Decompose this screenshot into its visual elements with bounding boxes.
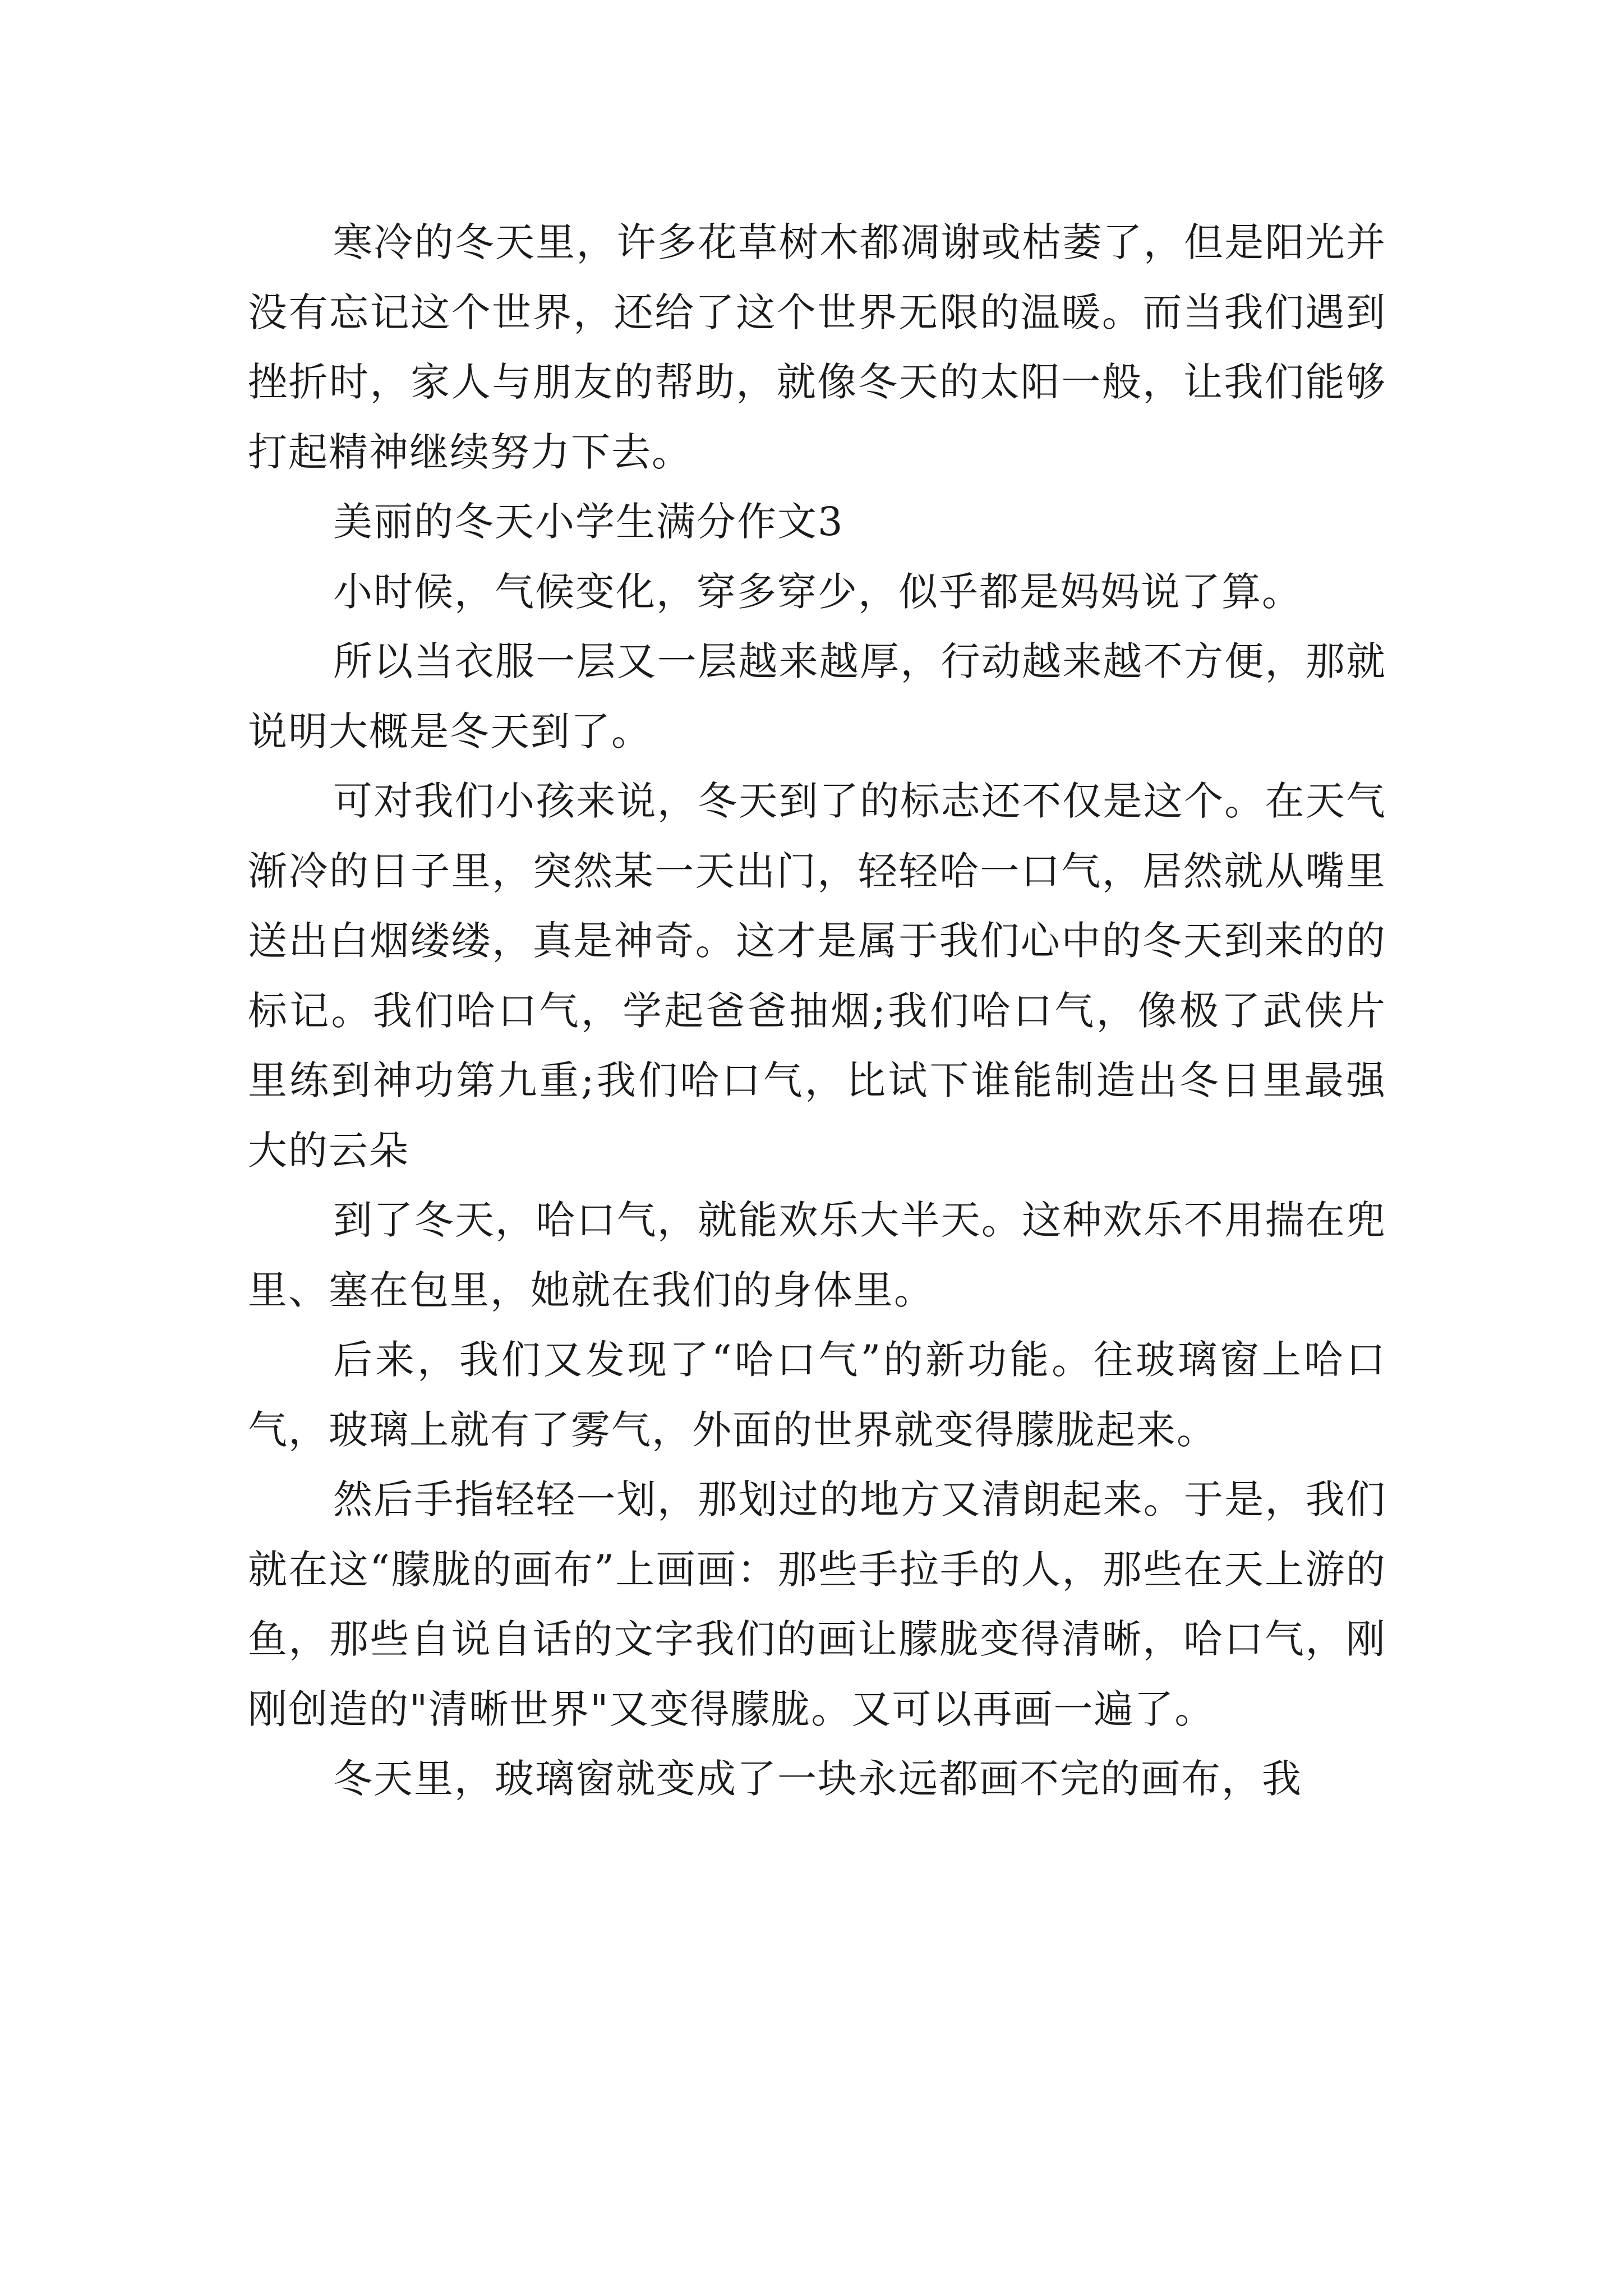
essay-title-3: 美丽的冬天小学生满分作文3 xyxy=(333,499,844,545)
paragraph-4: 可对我们小孩来说，冬天到了的标志还不仅是这个。在天气渐冷的日子里，突然某一天出门，轻轻哈一口气，居然就从嘴里送出白烟缕缕，真是神奇。这才是属于我们心中的冬天到来的的标记。我们哈口气，学起爸爸抽烟;我们哈口气，像极了武侠片里练到神功第九重;我们哈口气，比试下谁能制造出冬日里最强大的云朵 xyxy=(248,778,1386,1174)
paragraph-3: 所以当衣服一层又一层越来越厚，行动越来越不方便，那就说明大概是冬天到了。 xyxy=(248,638,1386,754)
paragraph-1: 寒冷的冬天里，许多花草树木都凋谢或枯萎了，但是阳光并没有忘记这个世界，还给了这个世界无限的温暖。而当我们遇到挫折时，家人与朋友的帮助，就像冬天的太阳一般，让我们能够打起精神继续努力下去。 xyxy=(248,219,1386,475)
paragraph-2: 小时候，气候变化，穿多穿少，似乎都是妈妈说了算。 xyxy=(333,568,1302,615)
essay-body xyxy=(248,208,1386,1814)
paragraph-8: 冬天里，玻璃窗就变成了一块永远都画不完的画布，我 xyxy=(333,1756,1302,1802)
paragraph-5: 到了冬天，哈口气，就能欢乐大半天。这种欢乐不用揣在兜里、塞在包里，她就在我们的身体里。 xyxy=(248,1197,1386,1313)
paragraph-7: 然后手指轻轻一划，那划过的地方又清朗起来。于是，我们就在这“朦胧的画布”上画画：那些手拉手的人，那些在天上游的鱼，那些自说自话的文字我们的画让朦胧变得清晰，哈口气，刚刚创造的"清晰世界"又变得朦胧。又可以再画一遍了。 xyxy=(248,1476,1386,1732)
paragraph-6: 后来，我们又发现了“哈口气”的新功能。往玻璃窗上哈口气，玻璃上就有了雾气，外面的世界就变得朦胧起来。 xyxy=(248,1337,1386,1453)
